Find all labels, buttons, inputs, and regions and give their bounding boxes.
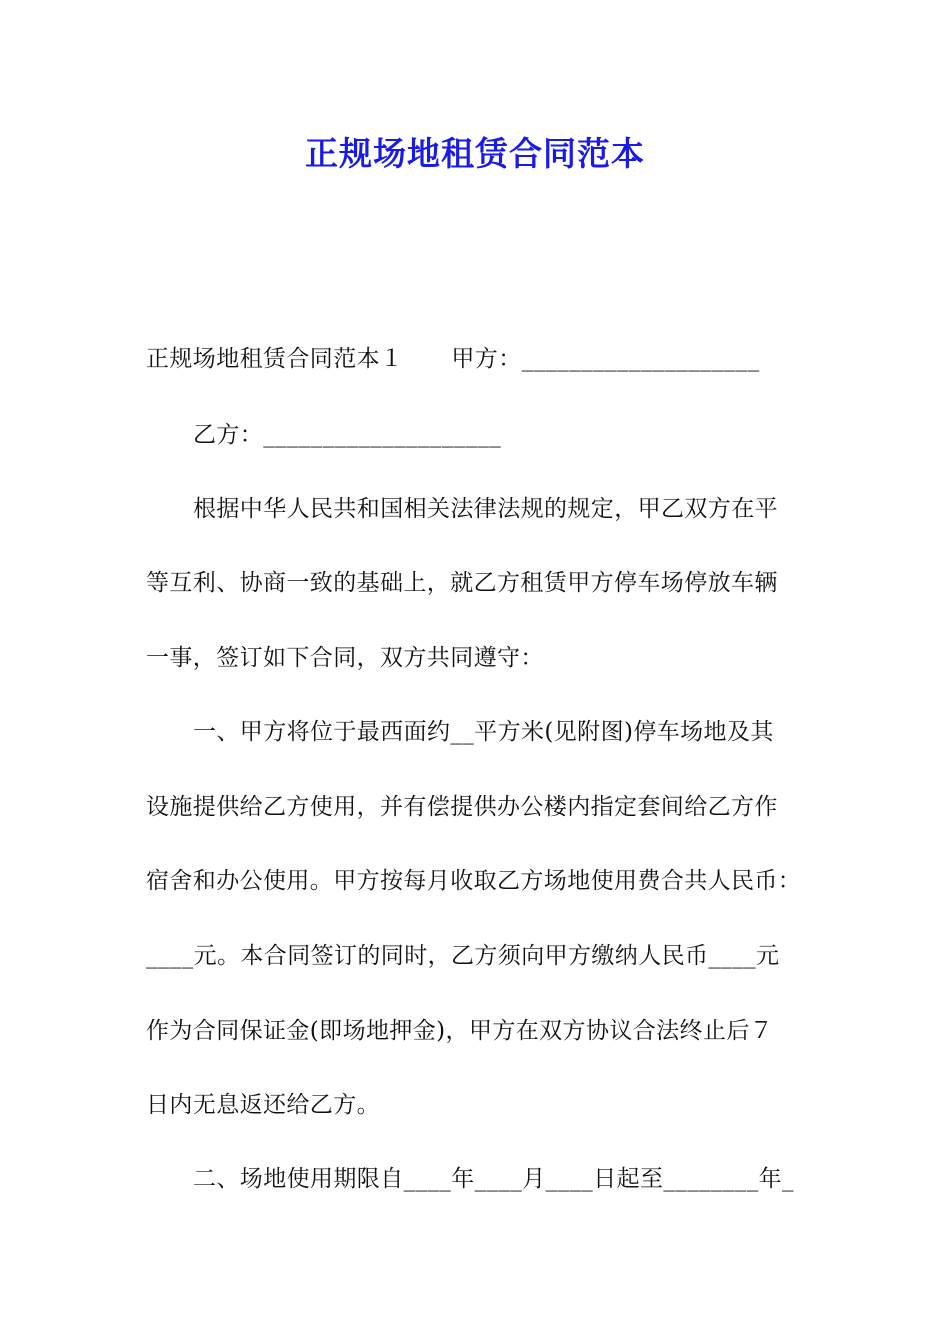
paragraph-line: 宿舍和办公使用。甲方按每月收取乙方场地使用费合共人民币： [146, 868, 802, 894]
contract-heading: 正规场地租赁合同范本１ [146, 346, 404, 372]
paragraph-line: 日内无息返还给乙方。 [146, 1092, 380, 1118]
party-b-blank: ____________________ [263, 422, 502, 448]
party-b-line [193, 420, 501, 450]
paragraph-line: 作为合同保证金(即场地押金)，甲方在双方协议合法终止后７ [146, 1018, 774, 1044]
party-a-label: 甲方： [451, 346, 522, 372]
paragraph-line: 设施提供给乙方使用，并有偿提供办公楼内指定套间给乙方作 [146, 794, 778, 820]
paragraph-line: 等互利、协商一致的基础上，就乙方租赁甲方停车场停放车辆 [146, 570, 778, 596]
document-title: 正规场地租赁合同范本 [305, 134, 645, 173]
paragraph-line: 二、场地使用期限自____年____月____日起至________年_ [193, 1166, 794, 1192]
paragraph-line: ____元。本合同签订的同时，乙方须向甲方缴纳人民币____元 [146, 943, 780, 969]
heading-line [146, 344, 760, 374]
party-b-label: 乙方： [193, 422, 264, 448]
paragraph-line: 一、甲方将位于最西面约__平方米(见附图)停车场地及其 [193, 719, 774, 745]
paragraph-line: 根据中华人民共和国相关法律法规的规定，甲乙双方在平 [193, 496, 778, 522]
paragraph-line: 一事，签订如下合同，双方共同遵守： [146, 645, 544, 671]
party-a-blank: ____________________ [521, 346, 760, 372]
